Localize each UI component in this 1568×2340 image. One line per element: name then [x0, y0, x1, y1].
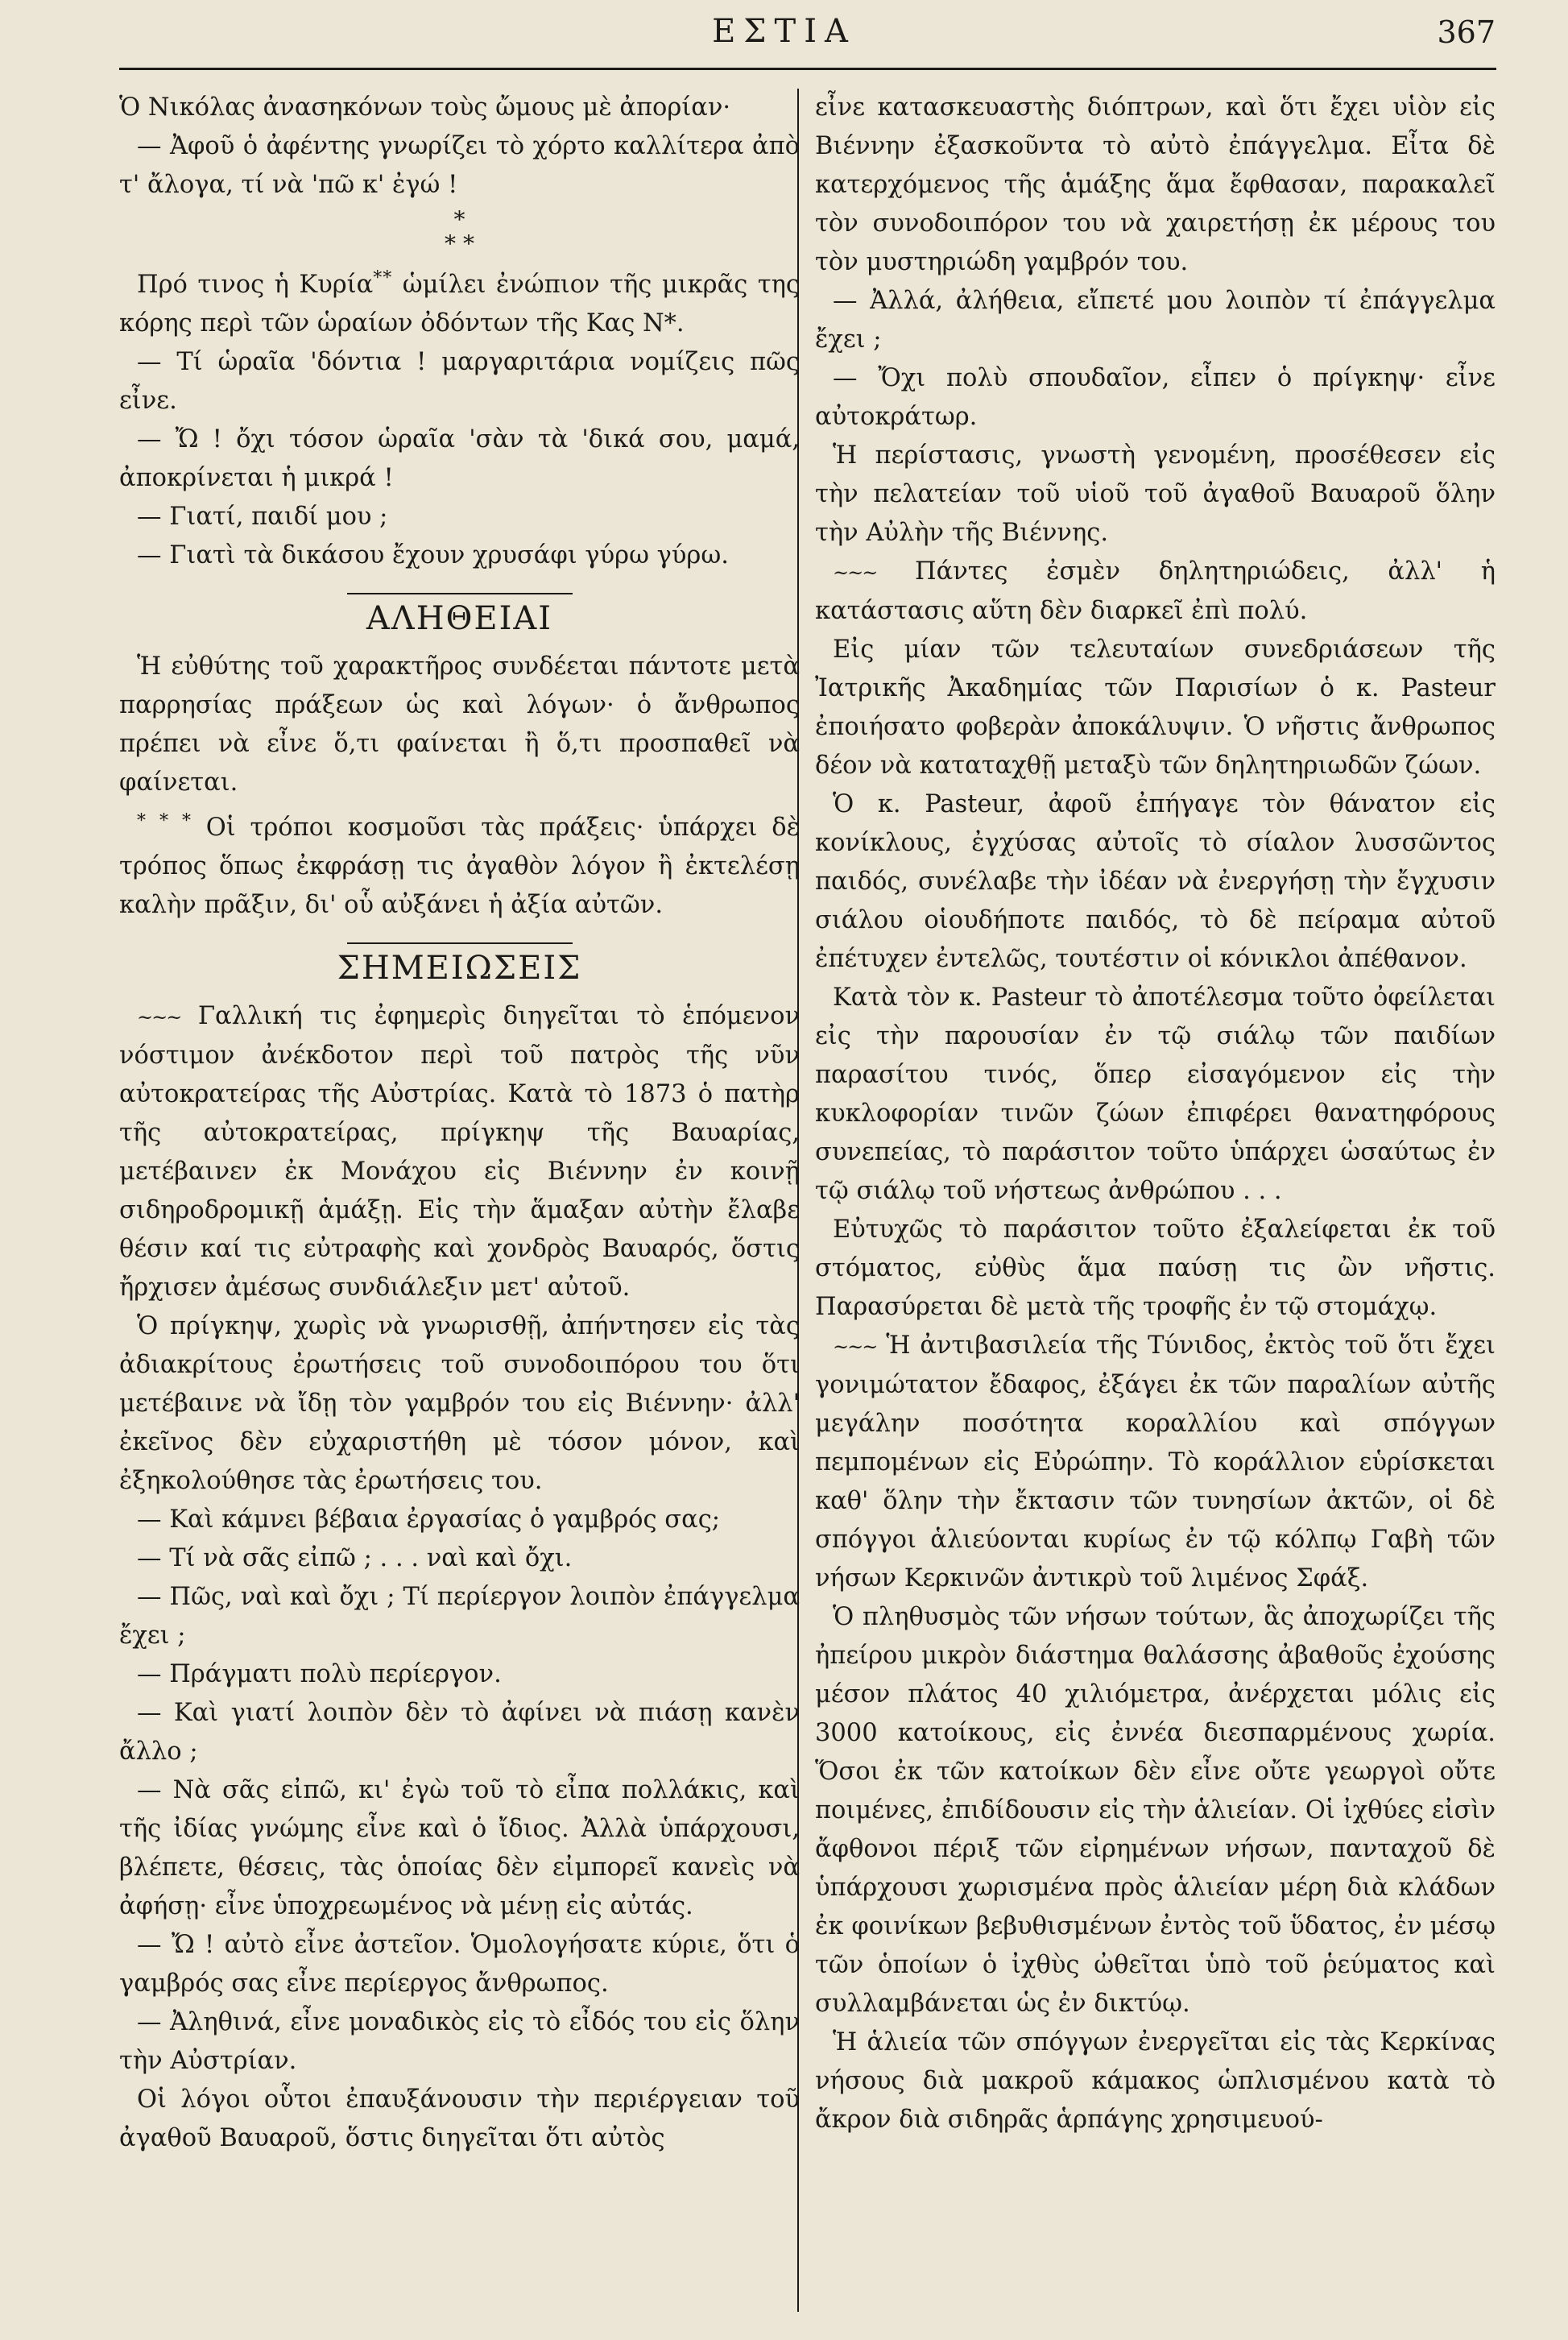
- paragraph: Εὐτυχῶς τὸ παράσιτον τοῦτο ἐξαλείφεται ἐκ τοῦ στόματος, εὐθὺς ἅμα παύσῃ τις ὢν νῆστις. Παρασύρεται δὲ μετὰ τῆς τροφῆς ἐν τῷ στομάχῳ.: [815, 1216, 1496, 1321]
- paragraph-text: Πρό τινος ἡ Κυρία: [137, 271, 374, 300]
- paragraph-text: ὡμίλει ἐνώπιον τῆς μικρᾶς της κόρης περὶ τῶν ὡραίων ὀδόντων τῆς Κας Ν*.: [119, 271, 800, 338]
- paragraph: [119, 802, 800, 925]
- paragraph: — Καὶ γιατί λοιπὸν δὲν τὸ ἀφίνει νὰ πιάσῃ κανὲν ἄλλο ;: [119, 1699, 800, 1766]
- paragraph-text: Πάντες ἐσμὲν δηλητηριώδεις, ἀλλ' ἡ κατάστασις αὕτη δὲν διαρκεῖ ἐπὶ πολύ.: [815, 557, 1496, 625]
- paragraph: — Πῶς, ναὶ καὶ ὄχι ; Τί περίεργον λοιπὸν ἐπάγγελμα ἔχει ;: [119, 1583, 800, 1650]
- paragraph: — Τί νὰ σᾶς εἰπῶ ; . . . ναὶ καὶ ὄχι.: [137, 1544, 573, 1573]
- paragraph: Εἰς μίαν τῶν τελευταίων συνεδριάσεων τῆς Ἰατρικῆς Ἀκαδημίας τῶν Παρισίων ὁ κ. Pasteur ἐποιήσατο φοβερὰν ἀποκάλυψιν. Ὁ νῆστις ἄνθρωπος δέον νὰ καταταχθῇ μεταξὺ τῶν δηλητηριωδῶν ζώων.: [815, 636, 1496, 780]
- paragraph-text: Ἡ ἀντιβασιλεία τῆς Τύνιδος, ἐκτὸς τοῦ ὅτι ἔχει γονιμώτατον ἔδαφος, ἐξάγει ἐκ τῶν παραλίων αὐτῆς μεγάλην ποσότητα κοραλλίου καὶ σπόγγων πεμπομένων εἰς Εὐρώπην. Τὸ κοράλλιον εὑρίσκεται καθ' ὅλην τὴν ἔκτασιν τῶν τυνησίων ἀκτῶν, οἱ δὲ σπόγγοι ἁλιεύονται κυρίως ἐν τῷ κόλπῳ Γαβὴ τῶν νήσων Κερκινῶν ἀντικρὺ τοῦ λιμένος Σφάξ.: [815, 1332, 1496, 1592]
- paragraph: — Γιατί, παιδί μου ;: [137, 503, 388, 532]
- paragraph: — Πράγματι πολὺ περίεργον.: [137, 1660, 502, 1689]
- ornament-icon: ~~~: [137, 1006, 181, 1029]
- paragraph: — Γιατὶ τὰ δικάσου ἔχουν χρυσάφι γύρω γύρω.: [137, 541, 729, 570]
- paragraph: — Ἀληθινά, εἶνε μοναδικὸς εἰς τὸ εἶδός του εἰς ὅλην τὴν Αὐστρίαν.: [119, 2008, 800, 2076]
- masthead: ΕΣΤΙΑ: [712, 13, 856, 50]
- paragraph: Ὁ Νικόλας ἀνασηκόνων τοὺς ὤμους μὲ ἀπορίαν·: [119, 93, 731, 122]
- paragraph: Ὁ πληθυσμὸς τῶν νήσων τούτων, ἃς ἀποχωρίζει τῆς ἠπείρου μικρὸν διάστημα θαλάσσης ἀβαθοῦς ἐχούσης μέσον πλάτος 40 χιλιόμετρα, ἀνέρχεται μόλις εἰς 3000 κατοίκους, εἰς ἐννέα διεσπαρμένους χωρία. Ὅσοι ἐκ τῶν κατοίκων δὲν εἶνε οὔτε γεωργοὶ οὔτε ποιμένες, ἐπιδίδουσιν εἰς τὴν ἁλιείαν. Οἱ ἰχθύες εἰσὶν ἄφθονοι πέριξ τῶν εἰρημένων νήσων, πανταχοῦ δὲ ὑπάρχουσι χωρισμένα πρὸς ἁλιείαν μέρη διὰ κλάδων ἐκ φοινίκων βεβυθισμένων ἐντὸς τοῦ ὕδατος, ἐν μέσῳ τῶν ὁποίων ὁ ἰχθὺς ὠθεῖται ὑπὸ τοῦ ῥεύματος καὶ συλλαμβάνεται ὡς ἐν δικτύῳ.: [815, 1603, 1496, 2018]
- paragraph: — Νὰ σᾶς εἰπῶ, κι' ἐγὼ τοῦ τὸ εἶπα πολλάκις, καὶ τῆς ἰδίας γνώμης εἶνε καὶ ὁ ἴδιος. Ἀλλὰ ὑπάρχουσι, βλέπετε, θέσεις, τὰς ὁποίας δὲν εἰμπορεῖ κανεὶς νὰ ἀφήσῃ· εἶνε ὑποχρεωμένος νὰ μένῃ εἰς αὐτάς.: [119, 1776, 800, 1921]
- section-title: ΣΗΜΕΙΩΣΕΙΣ: [337, 950, 582, 988]
- paragraph: — Ὤ ! ὄχι τόσον ὡραῖα 'σὰν τὰ 'δικά σου, μαμά, ἀποκρίνεται ἡ μικρά !: [119, 425, 800, 493]
- column-divider: [797, 89, 799, 2312]
- stars-mark: * * *: [137, 811, 192, 832]
- section-rule: [347, 593, 573, 594]
- asterism-bottom: * *: [445, 230, 474, 257]
- paragraph: — Ἀλλά, ἀλήθεια, εἴπετέ μου λοιπὸν τί ἐπάγγελμα ἔχει ;: [815, 287, 1496, 354]
- ornament-icon: ~~~: [833, 1336, 877, 1358]
- paragraph: — Ὄχι πολὺ σπουδαῖον, εἶπεν ὁ πρίγκηψ· εἶνε αὐτοκράτωρ.: [815, 364, 1496, 431]
- paragraph-text: Γαλλική τις ἐφημερὶς διηγεῖται τὸ ἑπόμενον νόστιμον ἀνέκδοτον περὶ τοῦ πατρὸς τῆς νῦν αὐτοκρατείρας τῆς Αὐστρίας. Κατὰ τὸ 1873 ὁ πατὴρ τῆς αὐτοκρατείρας, πρίγκηψ τῆς Βαυαρίας, μετέβαινεν ἐκ Μονάχου εἰς Βιέννην ἐν κοινῇ σιδηροδρομικῇ ἁμάξῃ. Εἰς τὴν ἅμαξαν αὐτὴν ἔλαβε θέσιν καί τις εὐτραφὴς καὶ χονδρὸς Βαυαρός, ὅστις ἤρχισεν ἀμέσως συνδιάλεξιν μετ' αὐτοῦ.: [119, 1002, 800, 1303]
- paragraph: Ἡ εὐθύτης τοῦ χαρακτῆρος συνδέεται πάντοτε μετὰ παρρησίας πράξεων ὡς καὶ λόγων· ὁ ἄνθρωπος πρέπει νὰ εἶνε ὅ,τι φαίνεται ἢ ὅ,τι προσπαθεῖ νὰ φαίνεται.: [119, 652, 800, 797]
- section-rule: [347, 942, 573, 944]
- section-heading: [119, 942, 800, 991]
- header-rule: [119, 68, 1496, 70]
- paragraph: Ἡ περίστασις, γνωστὴ γενομένη, προσέθεσεν εἰς τὴν πελατείαν τοῦ υἱοῦ τοῦ ἀγαθοῦ Βαυαροῦ ὅλην τὴν Αὐλὴν τῆς Βιέννης.: [815, 441, 1496, 547]
- paragraph: — Καὶ κάμνει βέβαια ἐργασίας ὁ γαμβρός σας;: [137, 1505, 721, 1534]
- paragraph: Ἡ ἁλιεία τῶν σπόγγων ἐνεργεῖται εἰς τὰς Κερκίνας νήσους διὰ μακροῦ κάμακος ὡπλισμένου κατὰ τὸ ἄκρον διὰ σιδηρᾶς ἁρπάγης χρησιμευού-: [815, 2028, 1496, 2134]
- paragraph: [815, 1327, 1496, 1598]
- section-title: ΑΛΗΘΕΙΑΙ: [366, 600, 553, 638]
- paragraph: Οἱ λόγοι οὗτοι ἐπαυξάνουσιν τὴν περιέργειαν τοῦ ἀγαθοῦ Βαυαροῦ, ὅστις διηγεῖται ὅτι αὐτὸς: [119, 2085, 800, 2153]
- paragraph: [119, 259, 800, 343]
- paragraph: — Ἀφοῦ ὁ ἀφέντης γνωρίζει τὸ χόρτο καλλίτερα ἀπὸ τ' ἄλογα, τί νὰ 'πῶ κ' ἐγώ !: [119, 132, 800, 199]
- right-column: [815, 89, 1496, 2139]
- paragraph-text: Οἱ τρόποι κοσμοῦσι τὰς πράξεις· ὑπάρχει δὲ τρόπος ὅπως ἐκφράσῃ τις ἀγαθὸν λόγον ἢ ἐκτελέσῃ καλὴν πρᾶξιν, δι' οὗ αὐξάνει ἡ ἀξία αὐτῶν.: [119, 814, 800, 920]
- paragraph: [119, 997, 800, 1307]
- paragraph: Κατὰ τὸν κ. Pasteur τὸ ἀποτέλεσμα τοῦτο ὀφείλεται εἰς τὴν παρουσίαν ἐν τῷ σιάλῳ τῶν παιδίων παρασίτου τινός, ὅπερ εἰσαγόμενον εἰς τὴν κυκλοφορίαν τινῶν ζώων ἐπιφέρει θανατηφόρους συνεπείας, τὸ παράσιτον τοῦτο ὑπάρχει ὡσαύτως ἐν τῷ σιάλῳ τοῦ νήστεως ἀνθρώπου . . .: [815, 984, 1496, 1205]
- paragraph: — Τί ὡραῖα 'δόντια ! μαργαριτάρια νομίζεις πῶς εἶνε.: [119, 348, 800, 416]
- stars-mark: **: [373, 268, 393, 288]
- asterism-top: *: [453, 206, 465, 233]
- paragraph: εἶνε κατασκευαστὴς διόπτρων, καὶ ὅτι ἔχει υἱὸν εἰς Βιέννην ἐξασκοῦντα τὸ αὐτὸ ἐπάγγελμα. Εἶτα δὲ κατερχόμενος τῆς ἁμάξης ἅμα ἔφθασαν, παρακαλεῖ τὸν συνοδοιπόρον του νὰ χαιρετήσῃ ἐκ μέρους του τὸν μυστηριώδη γαμβρόν του.: [815, 93, 1496, 276]
- paragraph: Ὁ πρίγκηψ, χωρὶς νὰ γνωρισθῇ, ἀπήντησεν εἰς τὰς ἀδιακρίτους ἐρωτήσεις τοῦ συνοδοιπόρου του ὅτι μετέβαινε νὰ ἴδῃ τὸν γαμβρόν του εἰς Βιέννην· ἀλλ' ἐκεῖνος δὲν εὐχαριστήθη μὲ τόσον μόνον, καὶ ἐξηκολούθησε τὰς ἐρωτήσεις του.: [119, 1312, 800, 1496]
- section-heading: [119, 593, 800, 641]
- ornament-icon: ~~~: [833, 561, 877, 584]
- paragraph: [815, 553, 1496, 631]
- paragraph: Ὁ κ. Pasteur, ἀφοῦ ἐπήγαγε τὸν θάνατον εἰς κονίκλους, ἐγχύσας αὐτοῖς τὸ σίαλον λυσσῶντος παιδός, συνέλαβε τὴν ἰδέαν νὰ ἐνεργήσῃ τὴν ἔγχυσιν σιάλου οἱουδήποτε παιδός, τὸ δὲ πείραμα αὐτοῦ ἐπέτυχεν ἐντελῶς, τουτέστιν οἱ κόνικλοι ἀπέθανον.: [815, 790, 1496, 973]
- asterism: [119, 208, 800, 256]
- left-column: [119, 89, 800, 2158]
- paragraph: — Ὤ ! αὐτὸ εἶνε ἀστεῖον. Ὁμολογήσατε κύριε, ὅτι ὁ γαμβρός σας εἶνε περίεργος ἄνθρωπος.: [119, 1931, 800, 1998]
- page-number: 367: [1437, 14, 1496, 50]
- running-head: [0, 8, 1568, 64]
